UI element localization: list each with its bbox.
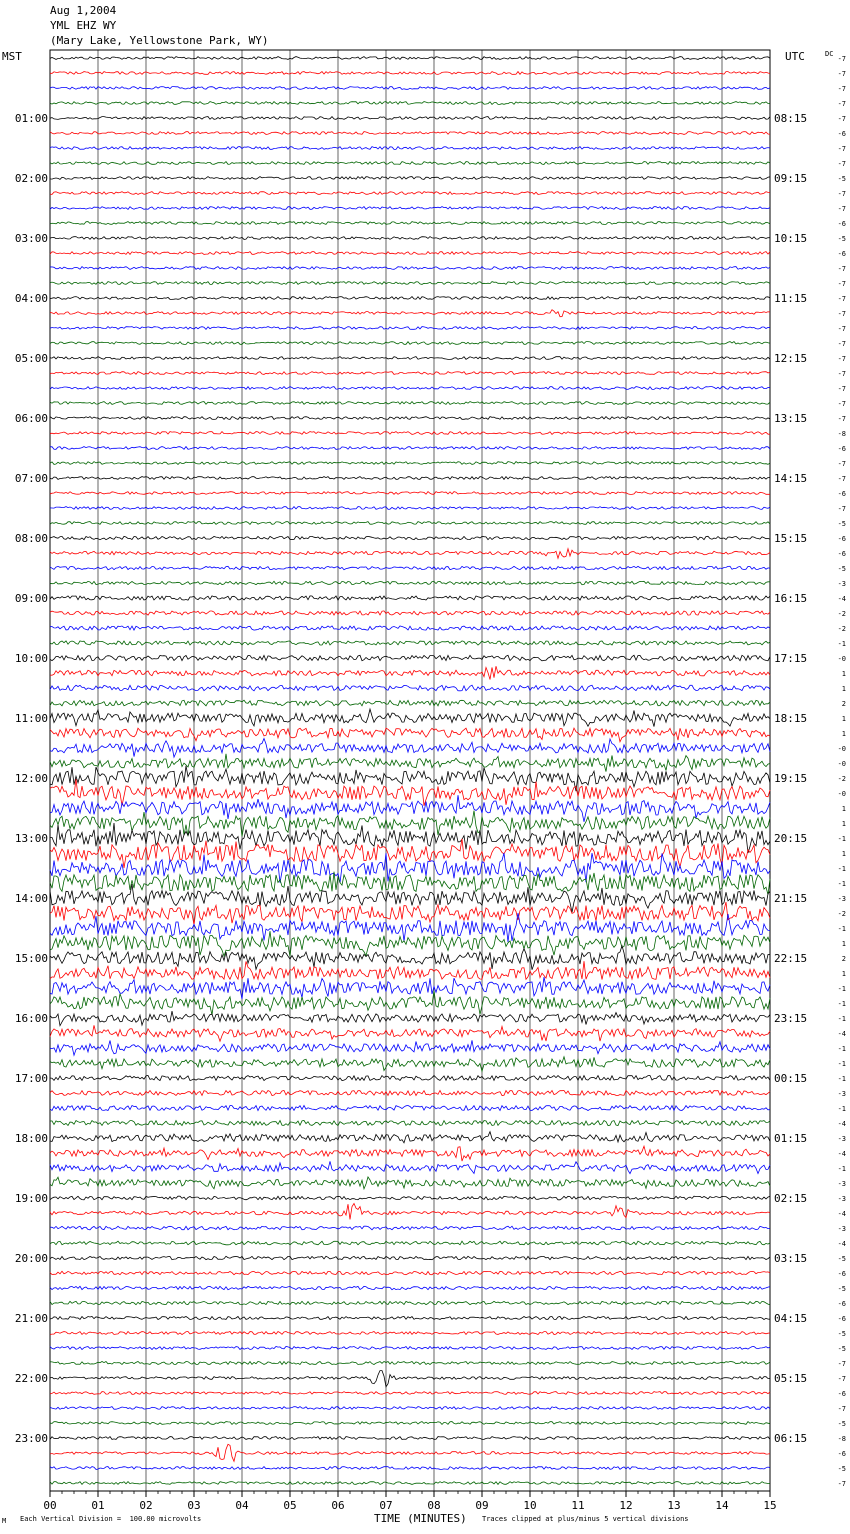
seismic-trace <box>50 57 770 60</box>
seismic-trace <box>50 709 770 727</box>
dc-offset-label: -1 <box>837 835 846 843</box>
utc-hour-label: 08:15 <box>774 112 808 125</box>
dc-offset-label: -7 <box>837 415 846 423</box>
seismic-trace <box>50 884 770 912</box>
dc-offset-label: 1 <box>841 940 846 948</box>
dc-offset-label: -7 <box>837 190 846 198</box>
corner-mark: M <box>2 1517 7 1525</box>
seismic-trace <box>50 372 770 375</box>
x-tick-label: 05 <box>283 1499 297 1512</box>
seismic-trace <box>50 1317 770 1320</box>
seismic-trace <box>50 342 770 345</box>
seismic-trace <box>50 1196 770 1200</box>
dc-offset-label: -5 <box>837 520 846 528</box>
dc-offset-label: 1 <box>841 715 846 723</box>
mst-hour-label: 16:00 <box>14 1012 48 1025</box>
dc-offset-label: -6 <box>837 535 846 543</box>
dc-offset-label: -1 <box>837 1105 846 1113</box>
seismic-trace <box>50 1091 770 1096</box>
utc-hour-label: 23:15 <box>774 1012 808 1025</box>
seismic-trace <box>50 1422 770 1425</box>
mst-hour-label: 06:00 <box>14 412 48 425</box>
dc-offset-label: -7 <box>837 115 846 123</box>
seismic-trace <box>50 522 770 525</box>
dc-offset-label: -3 <box>837 1225 846 1233</box>
clip-note: Traces clipped at plus/minus 5 vertical divisions <box>482 1515 689 1523</box>
dc-offset-label: -5 <box>837 1345 846 1353</box>
dc-offset-label: 2 <box>841 700 846 708</box>
dc-offset-label: -7 <box>837 70 846 78</box>
seismic-trace <box>50 1482 770 1485</box>
dc-offset-label: -0 <box>837 655 846 663</box>
scale-note: Each Vertical Division = 100.00 microvolts <box>20 1515 202 1523</box>
seismic-trace <box>50 237 770 240</box>
dc-offset-label: -2 <box>837 625 846 633</box>
dc-offset-label: -7 <box>837 475 846 483</box>
dc-offset-label: 1 <box>841 970 846 978</box>
utc-hour-label: 03:15 <box>774 1252 808 1265</box>
seismic-trace <box>50 779 770 806</box>
mst-hour-label: 15:00 <box>14 952 48 965</box>
dc-offset-label: 2 <box>841 955 846 963</box>
seismic-trace <box>50 1121 770 1126</box>
dc-offset-label: -7 <box>837 355 846 363</box>
dc-offset-label: -7 <box>837 160 846 168</box>
seismic-trace <box>50 655 770 661</box>
seismic-trace <box>50 1106 770 1111</box>
x-tick-label: 09 <box>475 1499 489 1512</box>
dc-offset-label: -1 <box>837 865 846 873</box>
utc-hour-label: 21:15 <box>774 892 808 905</box>
utc-hour-label: 05:15 <box>774 1372 808 1385</box>
x-tick-label: 11 <box>571 1499 585 1512</box>
dc-offset-label: -7 <box>837 265 846 273</box>
dc-offset-label: 1 <box>841 850 846 858</box>
seismic-trace <box>50 1271 770 1274</box>
dc-offset-label: -1 <box>837 1015 846 1023</box>
seismic-trace <box>50 1177 770 1189</box>
dc-offset-label: -4 <box>837 1120 846 1128</box>
dc-offset-label: -3 <box>837 1180 846 1188</box>
dc-offset-label: -6 <box>837 220 846 228</box>
dc-offset-label: -3 <box>837 1195 846 1203</box>
dc-offset-label: -0 <box>837 760 846 768</box>
seismic-trace <box>50 1226 770 1230</box>
dc-offset-label: -1 <box>837 925 846 933</box>
mst-hour-label: 12:00 <box>14 772 48 785</box>
dc-offset-label: -4 <box>837 1150 846 1158</box>
mst-axis-title: MST <box>2 50 22 63</box>
seismic-trace <box>50 1301 770 1304</box>
seismic-trace <box>50 297 770 300</box>
seismic-trace <box>50 566 770 569</box>
dc-offset-label: -4 <box>837 1210 846 1218</box>
dc-offset-label: -1 <box>837 1060 846 1068</box>
utc-hour-label: 15:15 <box>774 532 808 545</box>
dc-offset-label: -3 <box>837 1090 846 1098</box>
utc-hour-label: 11:15 <box>774 292 808 305</box>
dc-offset-label: -3 <box>837 895 846 903</box>
seismic-trace <box>50 1057 770 1071</box>
utc-hour-label: 16:15 <box>774 592 808 605</box>
seismic-trace <box>50 1256 770 1259</box>
seismic-trace <box>50 823 770 853</box>
dc-offset-label: -5 <box>837 1330 846 1338</box>
seismic-trace <box>50 1025 770 1041</box>
mst-hour-label: 11:00 <box>14 712 48 725</box>
seismic-trace <box>50 87 770 90</box>
x-tick-label: 08 <box>427 1499 441 1512</box>
x-tick-label: 14 <box>715 1499 729 1512</box>
dc-offset-label: -5 <box>837 175 846 183</box>
x-tick-label: 13 <box>667 1499 681 1512</box>
x-tick-label: 02 <box>139 1499 153 1512</box>
dc-offset-label: -7 <box>837 460 846 468</box>
dc-offset-label: -7 <box>837 325 846 333</box>
dc-offset-label: -7 <box>837 1375 846 1383</box>
dc-offset-label: -1 <box>837 880 846 888</box>
dc-offset-label: -5 <box>837 235 846 243</box>
dc-offset-label: -0 <box>837 745 846 753</box>
seismic-trace <box>50 961 770 979</box>
x-axis-title: TIME (MINUTES) <box>374 1512 467 1525</box>
utc-hour-label: 12:15 <box>774 352 808 365</box>
dc-offset-label: -7 <box>837 1480 846 1488</box>
seismic-trace <box>50 1161 770 1173</box>
seismic-trace <box>50 1362 770 1365</box>
dc-offset-label: -8 <box>837 1435 846 1443</box>
seismic-trace <box>50 611 770 615</box>
dc-offset-label: -4 <box>837 1030 846 1038</box>
seismic-trace <box>50 117 770 120</box>
dc-offset-label: -1 <box>837 640 846 648</box>
dc-offset-label: -7 <box>837 55 846 63</box>
mst-hour-label: 04:00 <box>14 292 48 305</box>
utc-axis-title: UTC <box>785 50 805 63</box>
mst-hour-label: 05:00 <box>14 352 48 365</box>
dc-offset-label: -5 <box>837 565 846 573</box>
seismic-trace <box>50 177 770 180</box>
dc-offset-label: -7 <box>837 370 846 378</box>
seismic-trace <box>50 147 770 150</box>
seismic-trace <box>50 1347 770 1350</box>
seismic-trace <box>50 1332 770 1335</box>
x-tick-label: 06 <box>331 1499 345 1512</box>
dc-offset-label: -1 <box>837 1075 846 1083</box>
seismic-trace <box>50 447 770 450</box>
seismic-trace <box>50 252 770 255</box>
utc-hour-label: 02:15 <box>774 1192 808 1205</box>
utc-hour-label: 09:15 <box>774 172 808 185</box>
dc-offset-label: -6 <box>837 550 846 558</box>
dc-offset-label: -7 <box>837 400 846 408</box>
mst-hour-label: 01:00 <box>14 112 48 125</box>
dc-offset-label: 1 <box>841 670 846 678</box>
mst-hour-label: 22:00 <box>14 1372 48 1385</box>
seismic-trace <box>50 700 770 706</box>
dc-offset-label: -6 <box>837 1315 846 1323</box>
mst-hour-label: 17:00 <box>14 1072 48 1085</box>
seismic-trace <box>50 754 770 772</box>
mst-hour-label: 03:00 <box>14 232 48 245</box>
seismic-trace <box>50 1132 770 1143</box>
mst-hour-label: 14:00 <box>14 892 48 905</box>
dc-offset-label: -1 <box>837 1000 846 1008</box>
dc-offset-label: -7 <box>837 205 846 213</box>
dc-offset-label: -6 <box>837 445 846 453</box>
dc-offset-label: -5 <box>837 1465 846 1473</box>
seismic-trace <box>50 507 770 510</box>
seismic-trace <box>50 1392 770 1395</box>
seismic-trace <box>50 477 770 480</box>
seismic-trace <box>50 192 770 195</box>
dc-offset-label: -6 <box>837 1270 846 1278</box>
dc-offset-label: -3 <box>837 580 846 588</box>
seismic-trace <box>50 402 770 405</box>
dc-offset-label: -4 <box>837 1240 846 1248</box>
seismic-trace <box>50 1407 770 1410</box>
seismic-trace <box>50 1146 770 1161</box>
seismic-trace <box>50 432 770 435</box>
seismic-trace <box>50 728 770 742</box>
seismic-trace <box>50 492 770 495</box>
dc-offset-label: -2 <box>837 910 846 918</box>
dc-offset-label: -7 <box>837 1360 846 1368</box>
dc-offset-label: -1 <box>837 985 846 993</box>
station-code: YML EHZ WY <box>50 19 117 32</box>
dc-offset-label: -7 <box>837 280 846 288</box>
seismic-trace <box>50 1040 770 1055</box>
seismic-trace <box>50 327 770 330</box>
dc-offset-label: 1 <box>841 805 846 813</box>
dc-offset-label: -5 <box>837 1420 846 1428</box>
dc-offset-label: -7 <box>837 385 846 393</box>
utc-hour-label: 22:15 <box>774 952 808 965</box>
dc-offset-label: -7 <box>837 1405 846 1413</box>
seismic-trace <box>50 1076 770 1081</box>
dc-offset-label: -6 <box>837 1300 846 1308</box>
seismic-trace <box>50 536 770 539</box>
mst-hour-label: 09:00 <box>14 592 48 605</box>
utc-hour-label: 10:15 <box>774 232 808 245</box>
dc-offset-label: 1 <box>841 820 846 828</box>
seismic-trace <box>50 977 770 999</box>
dc-offset-label: -6 <box>837 1450 846 1458</box>
dc-offset-label: -6 <box>837 490 846 498</box>
dc-offset-label: -1 <box>837 1165 846 1173</box>
utc-hour-label: 20:15 <box>774 832 808 845</box>
seismic-trace <box>50 626 770 630</box>
dc-offset-label: 1 <box>841 685 846 693</box>
utc-hour-label: 01:15 <box>774 1132 808 1145</box>
seismic-trace <box>50 162 770 165</box>
dc-offset-label: -7 <box>837 310 846 318</box>
dc-offset-label: -6 <box>837 1390 846 1398</box>
utc-hour-label: 04:15 <box>774 1312 808 1325</box>
utc-hour-label: 13:15 <box>774 412 808 425</box>
utc-hour-label: 17:15 <box>774 652 808 665</box>
mst-hour-label: 18:00 <box>14 1132 48 1145</box>
dc-offset-label: -3 <box>837 1135 846 1143</box>
plot-date: Aug 1,2004 <box>50 4 117 17</box>
x-tick-label: 15 <box>763 1499 777 1512</box>
x-tick-label: 07 <box>379 1499 393 1512</box>
x-tick-label: 03 <box>187 1499 201 1512</box>
mst-hour-label: 23:00 <box>14 1432 48 1445</box>
mst-hour-label: 19:00 <box>14 1192 48 1205</box>
seismic-trace <box>50 685 770 691</box>
dc-offset-label: -4 <box>837 595 846 603</box>
dc-offset-label: -7 <box>837 340 846 348</box>
utc-hour-label: 18:15 <box>774 712 808 725</box>
dc-offset-label: 1 <box>841 730 846 738</box>
x-tick-label: 10 <box>523 1499 537 1512</box>
seismic-trace <box>50 310 770 317</box>
seismic-trace <box>50 666 770 679</box>
dc-offset-label: -0 <box>837 790 846 798</box>
seismic-trace <box>50 1011 770 1026</box>
x-tick-label: 04 <box>235 1499 249 1512</box>
seismic-trace <box>50 417 770 420</box>
utc-hour-label: 14:15 <box>774 472 808 485</box>
seismic-trace <box>50 1444 770 1461</box>
seismic-trace <box>50 641 770 645</box>
station-location: (Mary Lake, Yellowstone Park, WY) <box>50 34 269 47</box>
seismic-trace <box>50 581 770 584</box>
x-tick-label: 12 <box>619 1499 633 1512</box>
dc-offset-label: -7 <box>837 295 846 303</box>
mst-hour-label: 07:00 <box>14 472 48 485</box>
seismic-trace <box>50 207 770 210</box>
x-tick-label: 00 <box>43 1499 57 1512</box>
seismic-trace <box>50 357 770 360</box>
utc-hour-label: 06:15 <box>774 1432 808 1445</box>
dc-offset-label: -2 <box>837 610 846 618</box>
seismic-trace <box>50 596 770 600</box>
seismic-trace <box>50 1467 770 1470</box>
seismic-trace <box>50 1286 770 1289</box>
x-tick-label: 01 <box>91 1499 105 1512</box>
mst-hour-label: 21:00 <box>14 1312 48 1325</box>
dc-offset-label: -8 <box>837 430 846 438</box>
mst-hour-label: 13:00 <box>14 832 48 845</box>
seismic-trace <box>50 1241 770 1245</box>
seismic-trace <box>50 1437 770 1440</box>
seismic-trace <box>50 1204 770 1220</box>
utc-hour-label: 00:15 <box>774 1072 808 1085</box>
seismic-trace <box>50 739 770 758</box>
dc-offset-label: -6 <box>837 250 846 258</box>
seismic-trace <box>50 387 770 390</box>
dc-column-title: DC <box>825 50 834 58</box>
dc-offset-label: -5 <box>837 1255 846 1263</box>
seismic-trace <box>50 132 770 135</box>
dc-offset-label: -1 <box>837 1045 846 1053</box>
dc-offset-label: -7 <box>837 505 846 513</box>
seismic-trace <box>50 766 770 791</box>
seismic-trace <box>50 1371 770 1387</box>
seismic-trace <box>50 462 770 465</box>
seismic-trace <box>50 72 770 75</box>
utc-hour-label: 19:15 <box>774 772 808 785</box>
mst-hour-label: 10:00 <box>14 652 48 665</box>
dc-offset-label: -5 <box>837 1285 846 1293</box>
dc-offset-label: -2 <box>837 775 846 783</box>
dc-offset-label: -7 <box>837 85 846 93</box>
mst-hour-label: 02:00 <box>14 172 48 185</box>
dc-offset-label: -7 <box>837 100 846 108</box>
seismic-trace <box>50 267 770 270</box>
seismic-trace <box>50 222 770 225</box>
seismic-trace <box>50 946 770 970</box>
seismic-trace <box>50 282 770 285</box>
mst-hour-label: 08:00 <box>14 532 48 545</box>
seismic-trace <box>50 102 770 105</box>
seismic-trace <box>50 549 770 559</box>
dc-offset-label: -6 <box>837 130 846 138</box>
mst-hour-label: 20:00 <box>14 1252 48 1265</box>
dc-offset-label: -7 <box>837 145 846 153</box>
